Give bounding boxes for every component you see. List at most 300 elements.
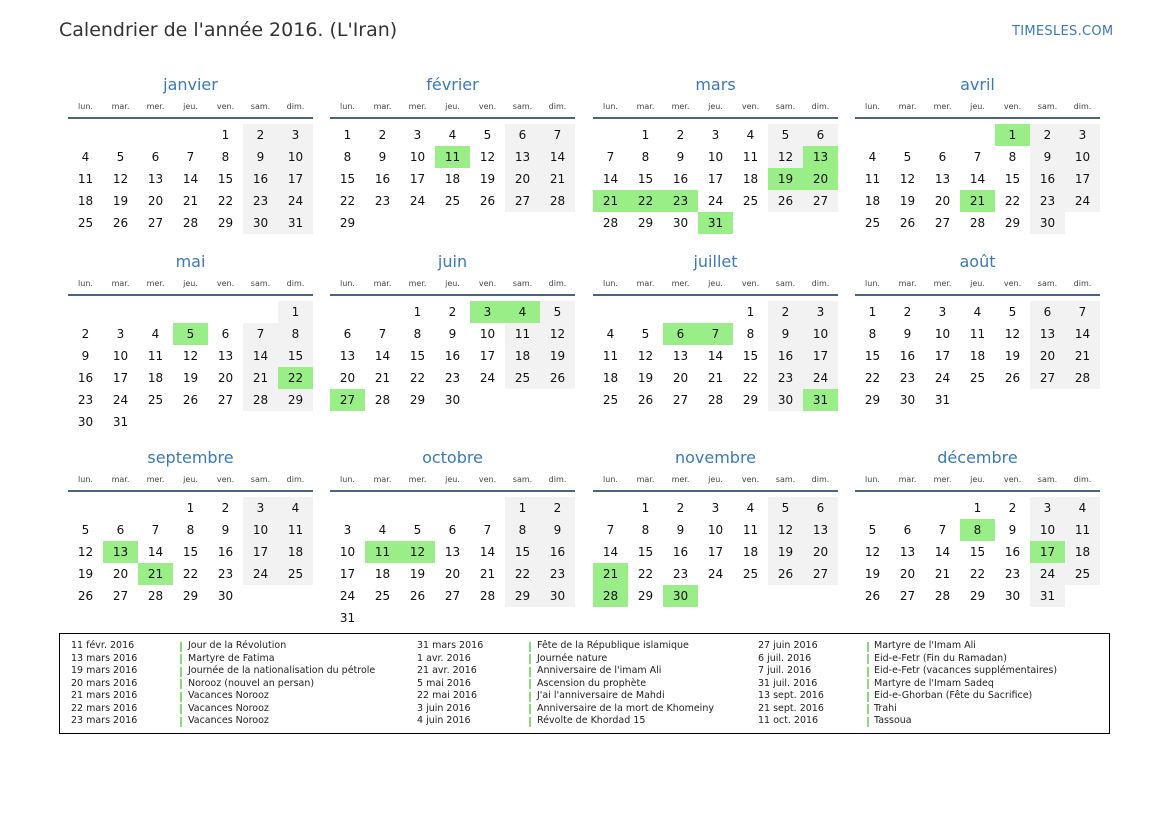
day-cell[interactable]: 13 xyxy=(339,349,356,363)
day-cell[interactable]: 28 xyxy=(1065,367,1100,389)
day-cell[interactable]: 24 xyxy=(243,563,278,585)
day-cell[interactable]: 20 xyxy=(1030,345,1065,367)
day-cell[interactable]: 29 xyxy=(182,589,199,603)
holiday-day-cell[interactable]: 22 xyxy=(628,190,663,212)
day-cell[interactable]: 2 xyxy=(221,501,230,515)
day-cell[interactable]: 28 xyxy=(147,589,164,603)
day-cell[interactable]: 19 xyxy=(182,371,199,385)
day-cell[interactable]: 15 xyxy=(409,349,426,363)
day-cell[interactable]: 28 xyxy=(374,393,391,407)
day-cell[interactable]: 6 xyxy=(343,327,352,341)
day-cell[interactable]: 1 xyxy=(641,128,650,142)
day-cell[interactable]: 30 xyxy=(540,585,575,607)
holiday-day-cell[interactable]: 5 xyxy=(173,323,208,345)
day-cell[interactable]: 7 xyxy=(606,150,615,164)
day-cell[interactable]: 20 xyxy=(217,371,234,385)
day-cell[interactable]: 4 xyxy=(278,497,313,519)
day-cell[interactable]: 12 xyxy=(864,545,881,559)
holiday-day-cell[interactable]: 22 xyxy=(278,367,313,389)
day-cell[interactable]: 5 xyxy=(413,523,422,537)
day-cell[interactable]: 16 xyxy=(444,349,461,363)
day-cell[interactable]: 16 xyxy=(899,349,916,363)
day-cell[interactable]: 23 xyxy=(540,563,575,585)
day-cell[interactable]: 5 xyxy=(116,150,125,164)
day-cell[interactable]: 4 xyxy=(606,327,615,341)
holiday-day-cell[interactable]: 21 xyxy=(138,563,173,585)
day-cell[interactable]: 25 xyxy=(374,589,391,603)
day-cell[interactable]: 3 xyxy=(116,327,125,341)
day-cell[interactable]: 25 xyxy=(77,216,94,230)
day-cell[interactable]: 14 xyxy=(602,172,619,186)
day-cell[interactable]: 31 xyxy=(339,611,356,625)
day-cell[interactable]: 29 xyxy=(864,393,881,407)
day-cell[interactable]: 11 xyxy=(864,172,881,186)
day-cell[interactable]: 19 xyxy=(479,172,496,186)
day-cell[interactable]: 9 xyxy=(540,519,575,541)
day-cell[interactable]: 13 xyxy=(505,146,540,168)
day-cell[interactable]: 6 xyxy=(151,150,160,164)
day-cell[interactable]: 21 xyxy=(707,371,724,385)
holiday-day-cell[interactable]: 1 xyxy=(995,124,1030,146)
day-cell[interactable]: 20 xyxy=(444,567,461,581)
day-cell[interactable]: 26 xyxy=(182,393,199,407)
day-cell[interactable]: 22 xyxy=(505,563,540,585)
day-cell[interactable]: 17 xyxy=(707,172,724,186)
day-cell[interactable]: 18 xyxy=(505,345,540,367)
day-cell[interactable]: 18 xyxy=(278,541,313,563)
day-cell[interactable]: 16 xyxy=(77,371,94,385)
day-cell[interactable]: 30 xyxy=(672,216,689,230)
day-cell[interactable]: 16 xyxy=(540,541,575,563)
day-cell[interactable]: 26 xyxy=(112,216,129,230)
day-cell[interactable]: 17 xyxy=(243,541,278,563)
day-cell[interactable]: 22 xyxy=(637,567,654,581)
holiday-day-cell[interactable]: 20 xyxy=(803,168,838,190)
day-cell[interactable]: 25 xyxy=(742,194,759,208)
day-cell[interactable]: 28 xyxy=(243,389,278,411)
day-cell[interactable]: 27 xyxy=(803,190,838,212)
day-cell[interactable]: 20 xyxy=(147,194,164,208)
day-cell[interactable]: 19 xyxy=(899,194,916,208)
day-cell[interactable]: 23 xyxy=(768,367,803,389)
day-cell[interactable]: 25 xyxy=(147,393,164,407)
day-cell[interactable]: 8 xyxy=(641,150,650,164)
day-cell[interactable]: 17 xyxy=(112,371,129,385)
holiday-day-cell[interactable]: 3 xyxy=(470,301,505,323)
day-cell[interactable]: 7 xyxy=(938,523,947,537)
day-cell[interactable]: 4 xyxy=(1065,497,1100,519)
day-cell[interactable]: 18 xyxy=(864,194,881,208)
day-cell[interactable]: 13 xyxy=(444,545,461,559)
day-cell[interactable]: 30 xyxy=(217,589,234,603)
day-cell[interactable]: 19 xyxy=(1004,349,1021,363)
day-cell[interactable]: 15 xyxy=(182,545,199,559)
day-cell[interactable]: 24 xyxy=(339,589,356,603)
day-cell[interactable]: 10 xyxy=(112,349,129,363)
day-cell[interactable]: 11 xyxy=(77,172,94,186)
day-cell[interactable]: 9 xyxy=(243,146,278,168)
day-cell[interactable]: 11 xyxy=(742,523,759,537)
day-cell[interactable]: 9 xyxy=(378,150,387,164)
day-cell[interactable]: 5 xyxy=(903,150,912,164)
holiday-day-cell[interactable]: 8 xyxy=(960,519,995,541)
day-cell[interactable]: 22 xyxy=(864,371,881,385)
day-cell[interactable]: 14 xyxy=(969,172,986,186)
day-cell[interactable]: 23 xyxy=(1030,190,1065,212)
day-cell[interactable]: 7 xyxy=(540,124,575,146)
day-cell[interactable]: 3 xyxy=(711,501,720,515)
day-cell[interactable]: 6 xyxy=(448,523,457,537)
day-cell[interactable]: 29 xyxy=(637,216,654,230)
day-cell[interactable]: 2 xyxy=(81,327,90,341)
day-cell[interactable]: 17 xyxy=(339,567,356,581)
day-cell[interactable]: 21 xyxy=(479,567,496,581)
day-cell[interactable]: 26 xyxy=(540,367,575,389)
day-cell[interactable]: 16 xyxy=(1030,168,1065,190)
day-cell[interactable]: 17 xyxy=(479,349,496,363)
holiday-day-cell[interactable]: 31 xyxy=(803,389,838,411)
day-cell[interactable]: 18 xyxy=(602,371,619,385)
day-cell[interactable]: 17 xyxy=(934,349,951,363)
day-cell[interactable]: 27 xyxy=(505,190,540,212)
day-cell[interactable]: 27 xyxy=(147,216,164,230)
day-cell[interactable]: 8 xyxy=(186,523,195,537)
day-cell[interactable]: 26 xyxy=(1004,371,1021,385)
day-cell[interactable]: 5 xyxy=(868,523,877,537)
day-cell[interactable]: 27 xyxy=(803,563,838,585)
day-cell[interactable]: 9 xyxy=(676,150,685,164)
day-cell[interactable]: 22 xyxy=(182,567,199,581)
day-cell[interactable]: 28 xyxy=(182,216,199,230)
day-cell[interactable]: 14 xyxy=(479,545,496,559)
day-cell[interactable]: 12 xyxy=(1004,327,1021,341)
day-cell[interactable]: 10 xyxy=(243,519,278,541)
day-cell[interactable]: 2 xyxy=(540,497,575,519)
day-cell[interactable]: 10 xyxy=(409,150,426,164)
day-cell[interactable]: 17 xyxy=(1065,168,1100,190)
day-cell[interactable]: 19 xyxy=(409,567,426,581)
day-cell[interactable]: 9 xyxy=(903,327,912,341)
day-cell[interactable]: 10 xyxy=(278,146,313,168)
day-cell[interactable]: 27 xyxy=(444,589,461,603)
day-cell[interactable]: 24 xyxy=(934,371,951,385)
day-cell[interactable]: 20 xyxy=(339,371,356,385)
day-cell[interactable]: 15 xyxy=(637,172,654,186)
day-cell[interactable]: 9 xyxy=(81,349,90,363)
day-cell[interactable]: 4 xyxy=(973,305,982,319)
day-cell[interactable]: 11 xyxy=(278,519,313,541)
day-cell[interactable]: 3 xyxy=(1065,124,1100,146)
day-cell[interactable]: 6 xyxy=(903,523,912,537)
day-cell[interactable]: 18 xyxy=(969,349,986,363)
day-cell[interactable]: 6 xyxy=(803,497,838,519)
day-cell[interactable]: 30 xyxy=(768,389,803,411)
day-cell[interactable]: 22 xyxy=(339,194,356,208)
day-cell[interactable]: 23 xyxy=(374,194,391,208)
day-cell[interactable]: 14 xyxy=(707,349,724,363)
day-cell[interactable]: 11 xyxy=(505,323,540,345)
day-cell[interactable]: 4 xyxy=(448,128,457,142)
day-cell[interactable]: 20 xyxy=(934,194,951,208)
day-cell[interactable]: 25 xyxy=(1065,563,1100,585)
day-cell[interactable]: 16 xyxy=(1004,545,1021,559)
day-cell[interactable]: 23 xyxy=(1004,567,1021,581)
day-cell[interactable]: 2 xyxy=(676,128,685,142)
day-cell[interactable]: 27 xyxy=(217,393,234,407)
day-cell[interactable]: 3 xyxy=(278,124,313,146)
day-cell[interactable]: 4 xyxy=(746,501,755,515)
day-cell[interactable]: 15 xyxy=(969,545,986,559)
day-cell[interactable]: 25 xyxy=(278,563,313,585)
day-cell[interactable]: 3 xyxy=(243,497,278,519)
day-cell[interactable]: 19 xyxy=(637,371,654,385)
day-cell[interactable]: 6 xyxy=(803,124,838,146)
day-cell[interactable]: 7 xyxy=(243,323,278,345)
day-cell[interactable]: 12 xyxy=(77,545,94,559)
day-cell[interactable]: 10 xyxy=(339,545,356,559)
day-cell[interactable]: 16 xyxy=(672,172,689,186)
day-cell[interactable]: 24 xyxy=(707,567,724,581)
day-cell[interactable]: 22 xyxy=(742,371,759,385)
day-cell[interactable]: 3 xyxy=(1030,497,1065,519)
day-cell[interactable]: 21 xyxy=(243,367,278,389)
day-cell[interactable]: 25 xyxy=(444,194,461,208)
day-cell[interactable]: 25 xyxy=(505,367,540,389)
day-cell[interactable]: 18 xyxy=(444,172,461,186)
day-cell[interactable]: 3 xyxy=(803,301,838,323)
day-cell[interactable]: 24 xyxy=(1065,190,1100,212)
day-cell[interactable]: 5 xyxy=(81,523,90,537)
day-cell[interactable]: 12 xyxy=(768,146,803,168)
day-cell[interactable]: 5 xyxy=(768,124,803,146)
day-cell[interactable]: 8 xyxy=(1008,150,1017,164)
day-cell[interactable]: 4 xyxy=(378,523,387,537)
day-cell[interactable]: 24 xyxy=(112,393,129,407)
day-cell[interactable]: 21 xyxy=(182,194,199,208)
day-cell[interactable]: 12 xyxy=(899,172,916,186)
day-cell[interactable]: 28 xyxy=(479,589,496,603)
day-cell[interactable]: 28 xyxy=(602,216,619,230)
day-cell[interactable]: 14 xyxy=(1065,323,1100,345)
day-cell[interactable]: 29 xyxy=(969,589,986,603)
day-cell[interactable]: 1 xyxy=(746,305,755,319)
day-cell[interactable]: 29 xyxy=(637,589,654,603)
day-cell[interactable]: 30 xyxy=(444,393,461,407)
holiday-day-cell[interactable]: 27 xyxy=(330,389,365,411)
day-cell[interactable]: 3 xyxy=(711,128,720,142)
day-cell[interactable]: 2 xyxy=(676,501,685,515)
day-cell[interactable]: 7 xyxy=(378,327,387,341)
day-cell[interactable]: 24 xyxy=(409,194,426,208)
day-cell[interactable]: 14 xyxy=(374,349,391,363)
day-cell[interactable]: 9 xyxy=(768,323,803,345)
day-cell[interactable]: 13 xyxy=(899,545,916,559)
day-cell[interactable]: 16 xyxy=(243,168,278,190)
day-cell[interactable]: 16 xyxy=(768,345,803,367)
day-cell[interactable]: 2 xyxy=(768,301,803,323)
day-cell[interactable]: 4 xyxy=(746,128,755,142)
day-cell[interactable]: 21 xyxy=(374,371,391,385)
day-cell[interactable]: 13 xyxy=(934,172,951,186)
day-cell[interactable]: 24 xyxy=(707,194,724,208)
day-cell[interactable]: 23 xyxy=(243,190,278,212)
day-cell[interactable]: 23 xyxy=(672,567,689,581)
day-cell[interactable]: 8 xyxy=(641,523,650,537)
day-cell[interactable]: 25 xyxy=(742,567,759,581)
day-cell[interactable]: 18 xyxy=(742,172,759,186)
day-cell[interactable]: 30 xyxy=(1030,212,1065,234)
day-cell[interactable]: 29 xyxy=(217,216,234,230)
day-cell[interactable]: 2 xyxy=(903,305,912,319)
day-cell[interactable]: 3 xyxy=(938,305,947,319)
day-cell[interactable]: 8 xyxy=(413,327,422,341)
day-cell[interactable]: 10 xyxy=(479,327,496,341)
day-cell[interactable]: 27 xyxy=(899,589,916,603)
day-cell[interactable]: 13 xyxy=(672,349,689,363)
day-cell[interactable]: 10 xyxy=(934,327,951,341)
day-cell[interactable]: 29 xyxy=(1004,216,1021,230)
day-cell[interactable]: 23 xyxy=(899,371,916,385)
holiday-day-cell[interactable]: 23 xyxy=(663,190,698,212)
day-cell[interactable]: 15 xyxy=(864,349,881,363)
day-cell[interactable]: 5 xyxy=(540,301,575,323)
holiday-day-cell[interactable]: 4 xyxy=(505,301,540,323)
day-cell[interactable]: 2 xyxy=(1030,124,1065,146)
day-cell[interactable]: 18 xyxy=(147,371,164,385)
day-cell[interactable]: 22 xyxy=(969,567,986,581)
day-cell[interactable]: 1 xyxy=(868,305,877,319)
day-cell[interactable]: 27 xyxy=(1030,367,1065,389)
day-cell[interactable]: 26 xyxy=(637,393,654,407)
day-cell[interactable]: 31 xyxy=(278,212,313,234)
day-cell[interactable]: 17 xyxy=(803,345,838,367)
day-cell[interactable]: 4 xyxy=(81,150,90,164)
site-link[interactable]: TIMESLES.COM xyxy=(1012,24,1114,39)
holiday-day-cell[interactable]: 19 xyxy=(768,168,803,190)
day-cell[interactable]: 15 xyxy=(1004,172,1021,186)
day-cell[interactable]: 12 xyxy=(479,150,496,164)
day-cell[interactable]: 1 xyxy=(343,128,352,142)
day-cell[interactable]: 11 xyxy=(147,349,164,363)
day-cell[interactable]: 11 xyxy=(1065,519,1100,541)
day-cell[interactable]: 5 xyxy=(483,128,492,142)
day-cell[interactable]: 23 xyxy=(444,371,461,385)
day-cell[interactable]: 25 xyxy=(602,393,619,407)
day-cell[interactable]: 28 xyxy=(540,190,575,212)
day-cell[interactable]: 9 xyxy=(448,327,457,341)
day-cell[interactable]: 8 xyxy=(746,327,755,341)
day-cell[interactable]: 18 xyxy=(77,194,94,208)
day-cell[interactable]: 19 xyxy=(864,567,881,581)
day-cell[interactable]: 4 xyxy=(868,150,877,164)
day-cell[interactable]: 20 xyxy=(112,567,129,581)
day-cell[interactable]: 3 xyxy=(343,523,352,537)
day-cell[interactable]: 15 xyxy=(742,349,759,363)
day-cell[interactable]: 23 xyxy=(77,393,94,407)
day-cell[interactable]: 29 xyxy=(505,585,540,607)
day-cell[interactable]: 24 xyxy=(479,371,496,385)
day-cell[interactable]: 8 xyxy=(868,327,877,341)
day-cell[interactable]: 24 xyxy=(1030,563,1065,585)
day-cell[interactable]: 26 xyxy=(864,589,881,603)
day-cell[interactable]: 20 xyxy=(803,541,838,563)
day-cell[interactable]: 16 xyxy=(217,545,234,559)
day-cell[interactable]: 1 xyxy=(505,497,540,519)
day-cell[interactable]: 7 xyxy=(973,150,982,164)
day-cell[interactable]: 13 xyxy=(147,172,164,186)
day-cell[interactable]: 27 xyxy=(672,393,689,407)
day-cell[interactable]: 26 xyxy=(768,190,803,212)
day-cell[interactable]: 22 xyxy=(1004,194,1021,208)
day-cell[interactable]: 7 xyxy=(186,150,195,164)
day-cell[interactable]: 8 xyxy=(505,519,540,541)
day-cell[interactable]: 20 xyxy=(899,567,916,581)
day-cell[interactable]: 14 xyxy=(147,545,164,559)
holiday-day-cell[interactable]: 21 xyxy=(593,563,628,585)
day-cell[interactable]: 19 xyxy=(768,541,803,563)
day-cell[interactable]: 11 xyxy=(742,150,759,164)
day-cell[interactable]: 14 xyxy=(243,345,278,367)
day-cell[interactable]: 14 xyxy=(602,545,619,559)
day-cell[interactable]: 2 xyxy=(243,124,278,146)
day-cell[interactable]: 22 xyxy=(409,371,426,385)
day-cell[interactable]: 6 xyxy=(116,523,125,537)
day-cell[interactable]: 12 xyxy=(540,323,575,345)
day-cell[interactable]: 26 xyxy=(899,216,916,230)
day-cell[interactable]: 14 xyxy=(182,172,199,186)
day-cell[interactable]: 2 xyxy=(1008,501,1017,515)
holiday-day-cell[interactable]: 30 xyxy=(663,585,698,607)
day-cell[interactable]: 20 xyxy=(672,371,689,385)
day-cell[interactable]: 31 xyxy=(1030,585,1065,607)
day-cell[interactable]: 6 xyxy=(938,150,947,164)
day-cell[interactable]: 23 xyxy=(217,567,234,581)
holiday-day-cell[interactable]: 7 xyxy=(698,323,733,345)
day-cell[interactable]: 28 xyxy=(707,393,724,407)
day-cell[interactable]: 30 xyxy=(77,415,94,429)
day-cell[interactable]: 21 xyxy=(540,168,575,190)
day-cell[interactable]: 7 xyxy=(1065,301,1100,323)
day-cell[interactable]: 20 xyxy=(505,168,540,190)
day-cell[interactable]: 29 xyxy=(339,216,356,230)
day-cell[interactable]: 12 xyxy=(112,172,129,186)
day-cell[interactable]: 7 xyxy=(151,523,160,537)
day-cell[interactable]: 6 xyxy=(1030,301,1065,323)
day-cell[interactable]: 8 xyxy=(221,150,230,164)
day-cell[interactable]: 15 xyxy=(339,172,356,186)
day-cell[interactable]: 7 xyxy=(606,523,615,537)
day-cell[interactable]: 8 xyxy=(343,150,352,164)
day-cell[interactable]: 17 xyxy=(707,545,724,559)
holiday-day-cell[interactable]: 28 xyxy=(593,585,628,607)
day-cell[interactable]: 18 xyxy=(742,545,759,559)
day-cell[interactable]: 9 xyxy=(1030,146,1065,168)
day-cell[interactable]: 21 xyxy=(934,567,951,581)
day-cell[interactable]: 2 xyxy=(448,305,457,319)
day-cell[interactable]: 26 xyxy=(409,589,426,603)
day-cell[interactable]: 1 xyxy=(973,501,982,515)
day-cell[interactable]: 30 xyxy=(1004,589,1021,603)
day-cell[interactable]: 25 xyxy=(969,371,986,385)
day-cell[interactable]: 15 xyxy=(217,172,234,186)
day-cell[interactable]: 17 xyxy=(278,168,313,190)
day-cell[interactable]: 6 xyxy=(505,124,540,146)
day-cell[interactable]: 24 xyxy=(278,190,313,212)
day-cell[interactable]: 30 xyxy=(243,212,278,234)
day-cell[interactable]: 16 xyxy=(672,545,689,559)
day-cell[interactable]: 27 xyxy=(934,216,951,230)
holiday-day-cell[interactable]: 17 xyxy=(1030,541,1065,563)
